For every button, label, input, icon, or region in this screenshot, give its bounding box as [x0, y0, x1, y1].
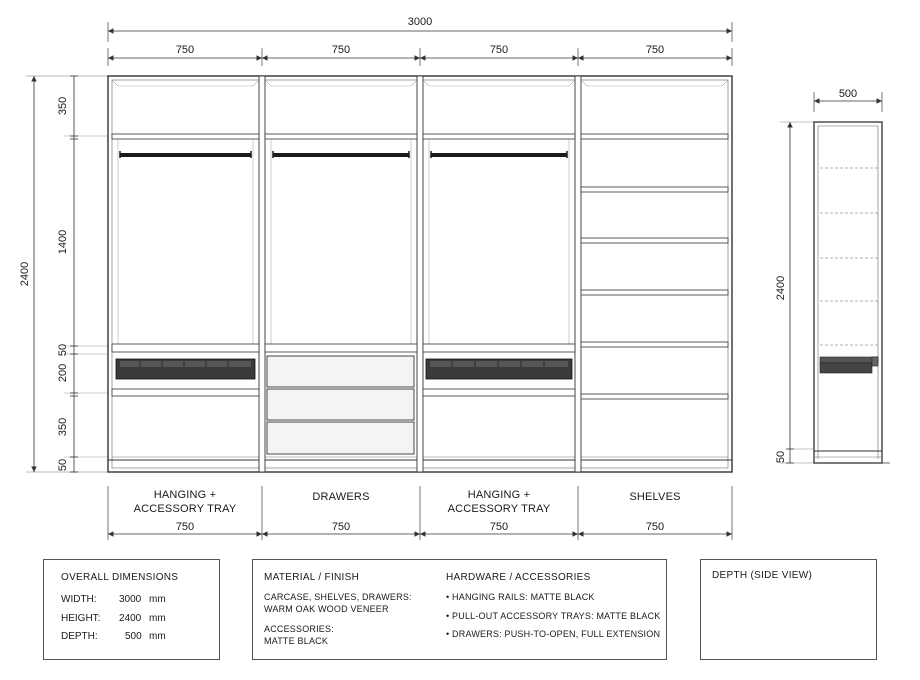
section-3-label-line1: HANGING +: [467, 489, 531, 501]
width-value: 3000: [119, 594, 142, 605]
accessory-tray-2: [426, 359, 572, 379]
drawer-1[interactable]: [267, 356, 414, 387]
hardware-item-3: • DRAWERS: PUSH-TO-OPEN, FULL EXTENSION: [446, 629, 661, 639]
height-value: 2400: [119, 613, 142, 624]
wardrobe-front-view: [108, 76, 732, 472]
accessories-label: ACCESSORIES:: [264, 624, 334, 634]
accessory-tray-1: [116, 359, 255, 379]
section-1-label-line1: HANGING +: [153, 489, 217, 501]
carcase-material-line1: CARCASE, SHELVES, DRAWERS:: [264, 592, 412, 602]
depth-value: 500: [125, 631, 142, 642]
height-segment-2: 1400: [57, 229, 69, 255]
overall-width-dimension: [108, 16, 732, 42]
drawer-3[interactable]: [267, 422, 414, 454]
section-2-label: DRAWERS: [312, 491, 370, 503]
hardware-item-2: • PULL-OUT ACCESSORY TRAYS: MATTE BLACK: [446, 611, 661, 621]
height-segment-6: 50: [57, 458, 69, 472]
height-segment-1: 350: [57, 96, 69, 116]
depth-unit: mm: [149, 631, 166, 642]
height-dimensions: [19, 76, 108, 472]
drawer-stack: [267, 356, 414, 454]
side-height-text: 2400: [775, 275, 787, 301]
section-width-4: 750: [645, 44, 665, 56]
width-label: WIDTH:: [61, 594, 97, 605]
overall-dimensions-box: [43, 559, 220, 660]
side-base-text: 50: [775, 450, 787, 464]
section-1-width: 750: [175, 521, 195, 533]
width-unit: mm: [149, 594, 166, 605]
section-width-2: 750: [331, 44, 351, 56]
hardware-title: HARDWARE / ACCESSORIES: [446, 572, 591, 583]
height-segment-4: 200: [57, 363, 69, 383]
section-3-label-line2: ACCESSORY TRAY: [447, 503, 551, 515]
overall-dimensions-title: OVERALL DIMENSIONS: [61, 572, 179, 583]
section-2-width: 750: [331, 521, 351, 533]
section-width-dimensions: [108, 44, 732, 66]
section-1-label-line2: ACCESSORY TRAY: [133, 503, 237, 515]
material-finish-title: MATERIAL / FINISH: [264, 572, 360, 583]
carcase-material-line2: WARM OAK WOOD VENEER: [264, 604, 389, 614]
depth-side-view-box: [700, 559, 877, 660]
section-4-label: SHELVES: [629, 491, 681, 503]
side-view-tray: [820, 357, 878, 373]
side-depth-text: 500: [838, 88, 858, 100]
section-labels: [108, 486, 732, 540]
section-width-3: 750: [489, 44, 509, 56]
height-unit: mm: [149, 613, 166, 624]
accessories-finish: MATTE BLACK: [264, 636, 329, 646]
drawer-2[interactable]: [267, 389, 414, 420]
overall-width-text: 3000: [407, 16, 433, 28]
height-label: HEIGHT:: [61, 613, 101, 624]
section-4-width: 750: [645, 521, 665, 533]
depth-label: DEPTH:: [61, 631, 98, 642]
section-3-width: 750: [489, 521, 509, 533]
hardware-item-1: • HANGING RAILS: MATTE BLACK: [446, 592, 595, 602]
overall-height-text: 2400: [19, 261, 31, 287]
depth-side-view-title: DEPTH (SIDE VIEW): [712, 570, 813, 581]
side-view: [775, 88, 890, 463]
height-segment-3: 50: [57, 343, 69, 357]
material-hardware-box: [252, 559, 667, 660]
section-width-1: 750: [175, 44, 195, 56]
height-segment-5: 350: [57, 417, 69, 437]
